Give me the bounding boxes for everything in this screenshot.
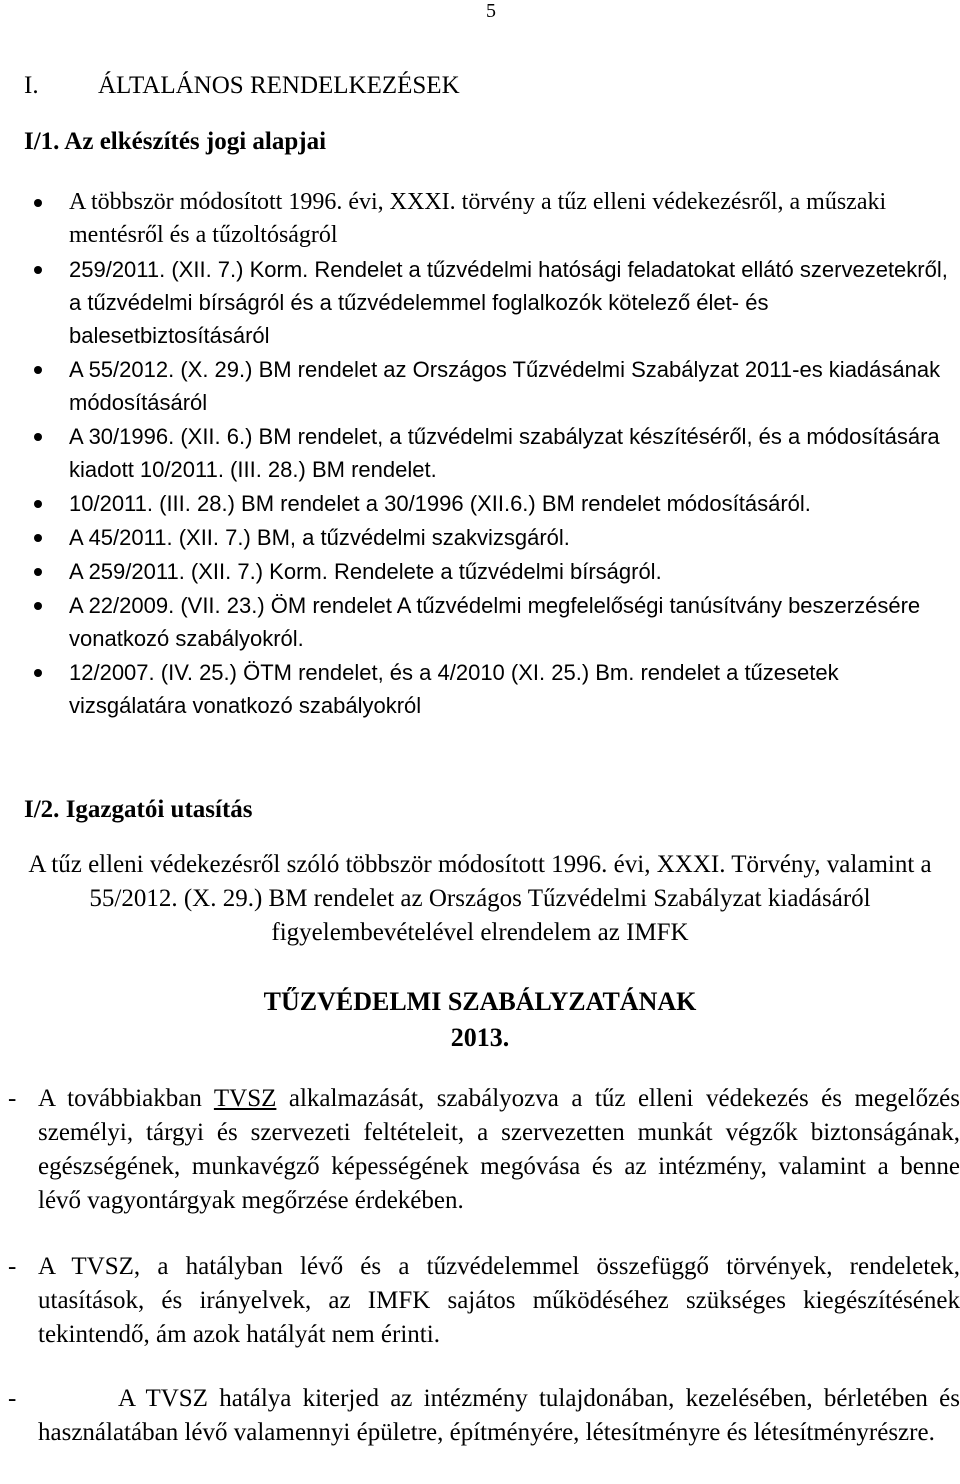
paragraph-text <box>38 1082 960 1218</box>
law-item: A 55/2012. (X. 29.) BM rendelet az Országos Tűzvédelmi Szabályzat 2011-es kiadásának módosításáról <box>30 353 960 419</box>
text-run: alkalmazását, szabályozva a tűz elleni védekezés és megelőzés személyi, tárgyi és szervezeti feltételeit, a szervezetten munkát végzők biztonságának, egészségének, munkavégző képességének megóvása és az intézmény, valamint a benne lévő vagyontárgyak megőrzése érdekében. <box>38 1085 960 1214</box>
document-title: TŰZVÉDELMI SZABÁLYZATÁNAK <box>263 987 697 1016</box>
subsection-number: I/2. <box>24 796 60 823</box>
paragraph-text: A TVSZ hatálya kiterjed az intézmény tulajdonában, kezelésében, bérletében és használatában lévő valamennyi épületre, építményére, létesítményre és létesítményrészre. <box>38 1385 960 1446</box>
dash-marker: - <box>8 1253 17 1280</box>
subsection-title: Igazgatói utasítás <box>65 796 253 823</box>
document-title-block <box>0 984 960 1056</box>
directive-intro: A tűz elleni védekezésről szóló többször módosított 1996. évi, XXXI. Törvény, valamint a 55/2012. (X. 29.) BM rendelet az Országos Tűzvédelmi Szabályzat kiadásáról figyelembevételével elrendelem az IMFK <box>28 851 932 946</box>
dash-marker: - <box>8 1085 17 1112</box>
tvsz-abbreviation: TVSZ <box>213 1085 277 1112</box>
law-item: A 30/1996. (XII. 6.) BM rendelet, a tűzvédelmi szabályzat készítéséről, és a módosítására kiadott 10/2011. (III. 28.) BM rendelet. <box>30 420 960 486</box>
law-item: A többször módosított 1996. évi, XXXI. törvény a tűz elleni védekezésről, a műszaki mentésről és a tűzoltóságról <box>30 186 960 252</box>
section-heading <box>24 72 460 100</box>
section-title: ÁLTALÁNOS RENDELKEZÉSEK <box>98 72 460 99</box>
paragraph-purpose <box>8 1082 960 1218</box>
law-item: A 45/2011. (XII. 7.) BM, a tűzvédelmi szakvizsgáról. <box>30 521 960 554</box>
paragraph-text: A TVSZ, a hatályban lévő és a tűzvédelemmel összefüggő törvények, rendeletek, utasítások, és irányelvek, az IMFK sajátos működéséhez szükséges kiegészítésének tekintendő, ám azok hatályát nem érinti. <box>38 1253 960 1348</box>
paragraph-supplement <box>8 1250 960 1352</box>
law-item: 10/2011. (III. 28.) BM rendelet a 30/1996 (XII.6.) BM rendelet módosításáról. <box>30 487 960 520</box>
law-item: 12/2007. (IV. 25.) ÖTM rendelet, és a 4/2010 (XI. 25.) Bm. rendelet a tűzesetek vizsgálatára vonatkozó szabályokról <box>30 656 960 722</box>
law-item: 259/2011. (XII. 7.) Korm. Rendelet a tűzvédelmi hatósági feladatokat ellátó szervezetekről, a tűzvédelmi bírságról és a tűzvédelemmel foglalkozók kötelező élet- és balesetbiztosításáról <box>30 253 960 352</box>
subsection-heading-directive <box>24 796 253 824</box>
law-item: A 259/2011. (XII. 7.) Korm. Rendelete a tűzvédelmi bírságról. <box>30 555 960 588</box>
dash-marker: - <box>8 1385 17 1412</box>
legal-basis-list <box>30 186 960 723</box>
law-item: A 22/2009. (VII. 23.) ÖM rendelet A tűzvédelmi megfelelőségi tanúsítvány beszerzésére vonatkozó szabályokról. <box>30 589 960 655</box>
document-year: 2013. <box>450 1023 510 1052</box>
subsection-heading-legal-basis: I/1. Az elkészítés jogi alapjai <box>24 128 327 155</box>
text-run: A továbbiakban <box>38 1085 214 1112</box>
section-number: I. <box>24 72 39 99</box>
paragraph-scope <box>8 1382 960 1450</box>
page-number: 5 <box>486 0 496 22</box>
